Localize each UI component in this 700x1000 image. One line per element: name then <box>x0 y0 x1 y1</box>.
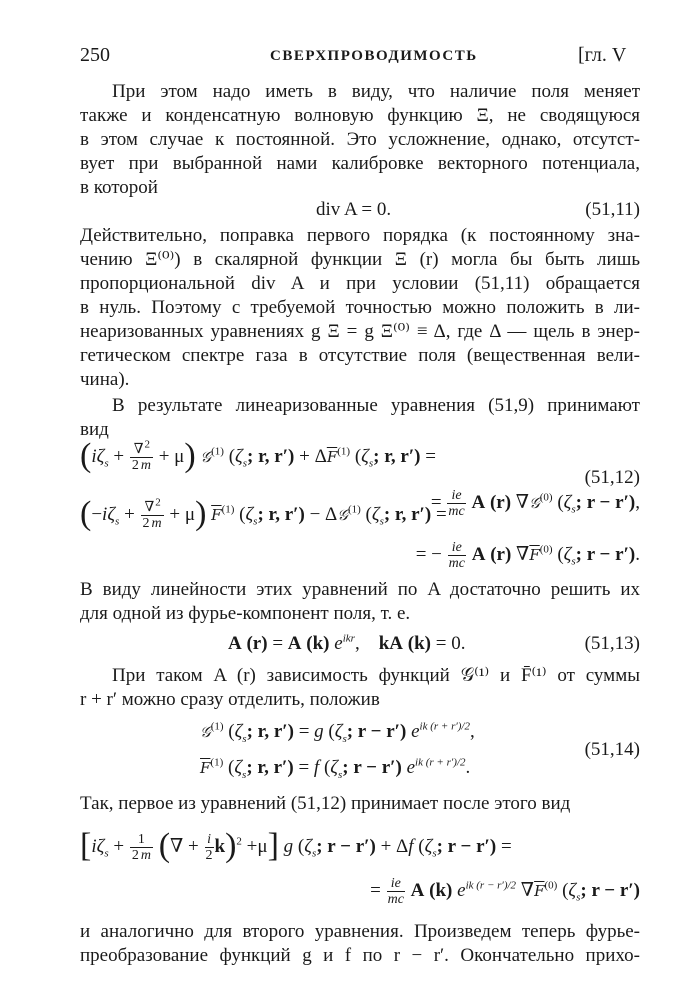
para1-line: вует при выбранной нами калибровке векторного потенциала, <box>80 153 640 174</box>
para5-line: При таком A (r) зависимость функций 𝒢⁽¹⁾ и F̄⁽¹⁾ от суммы <box>112 665 640 686</box>
para4-line: для одной из фурье-компонент поля, т. е. <box>80 603 411 624</box>
equation-51-12-line2: = $\frac{ie}{mc}$ A (r) ∇𝒢$^{(0)}$ ($\zeta_s$; r − r′), <box>430 488 640 519</box>
equation-51-12-line4: = − $\frac{ie}{mc}$ A (r) $\nabla\overline{F}^{(0)}$ ($\zeta_s$; r − r′). <box>415 540 640 571</box>
para1-line: в этом случае к постоянной. Это усложнение, однако, отсутст- <box>80 129 640 150</box>
para3-line: вид <box>80 419 109 440</box>
para2-line: Действительно, поправка первого порядка (к постоянному зна- <box>80 225 640 246</box>
para2-line: пропорциональной div A и при условии (51,11) обращается <box>80 273 640 294</box>
equation-number-51-11: (51,11) <box>585 199 640 220</box>
para2-line: чина). <box>80 369 130 390</box>
para7-line: преобразование функций g и f по r − r′. Окончательно прихо- <box>80 945 640 966</box>
para2-line: гетическом спектре газа в отсутствие поля (вещественная вели- <box>80 345 640 366</box>
para1-line: в которой <box>80 177 158 198</box>
equation-51-12-line1: ($i\zeta_s$ + $\frac{\nabla^2}{2 m}$ + μ) 𝒢$^{(1)}$ ($\zeta_s$; r, $r') + \Delta\overline{F}^{(1)}$ ($\zeta_s$; r, r′) = <box>80 436 436 474</box>
equation-51-14-line2: $\overline{F}^{(1)}$ ($\zeta_s$; r, r′) = f ($\zeta_s$; r − r′) $e^{ik (r + r')/2}$. <box>200 756 471 781</box>
para2-line: чению Ξ⁽⁰⁾) в скалярной функции Ξ (r) могла бы быть лишь <box>80 249 640 270</box>
equation-51-14-line1: 𝒢$^{(1)}$ ($\zeta_s$; r, r′) = g ($\zeta_s$; r − r′) $e^{ik (r + r')/2}$, <box>200 720 475 745</box>
para7-line: и аналогично для второго уравнения. Произведем теперь фурье- <box>80 921 640 942</box>
para4-line: В виду линейности этих уравнений по A достаточно решить их <box>80 579 640 600</box>
equation-number-51-13: (51,13) <box>584 633 640 654</box>
para1-line: При этом надо иметь в виду, что наличие поля меняет <box>112 81 640 102</box>
equation-final-line1: [$i\zeta_s$ + $\frac{1}{2 m}$ (∇ + $\frac{i}{2}$ k)$^2$ +μ] g ($\zeta_s$; r − r′) + Δf ($\zeta_s$; r − r′) = <box>80 826 512 864</box>
equation-number-51-12: (51,12) <box>584 467 640 488</box>
para1-line: также и конденсатную волновую функцию Ξ, не сводящуюся <box>80 105 640 126</box>
para2-line: в нуль. Поэтому с требуемой точностью можно положить в ли- <box>80 297 640 318</box>
equation-number-51-14: (51,14) <box>584 739 640 760</box>
chapter-reference: [гл. V <box>578 44 627 66</box>
para6-line: Так, первое из уравнений (51,12) принимает после этого вид <box>80 793 571 814</box>
equation-51-11: div A = 0. <box>316 199 392 220</box>
para2-line: неаризованных уравнениях g Ξ = g Ξ⁽⁰⁾ ≡ Δ, где Δ — щель в энер- <box>80 321 640 342</box>
equation-final-line2: = $\frac{ie}{mc}$ A (k) $e^{ik (r - r')/2}$ $\nabla\overline{F}^{(0)}$ ($\zeta_s$; r − r′) <box>370 876 640 907</box>
equation-51-12-line3: ($-i\zeta_s$ + $\frac{\nabla^2}{2 m}$ + μ) $\overline{F}^{(1)}$ ($\zeta_s$; r, r′) − Δ𝒢$^{(1)}$ ($\zeta_s$; r, r′) = <box>80 494 447 532</box>
running-title: СВЕРХПРОВОДИМОСТЬ <box>270 48 478 64</box>
para5-line: r + r′ можно сразу отделить, положив <box>80 689 380 710</box>
page-number: 250 <box>80 44 110 66</box>
equation-51-13: A (r) = A (k) $e^{ikr}$, kA (k) = 0. <box>228 632 466 654</box>
para3-line: В результате линеаризованные уравнения (51,9) принимают <box>112 395 640 416</box>
